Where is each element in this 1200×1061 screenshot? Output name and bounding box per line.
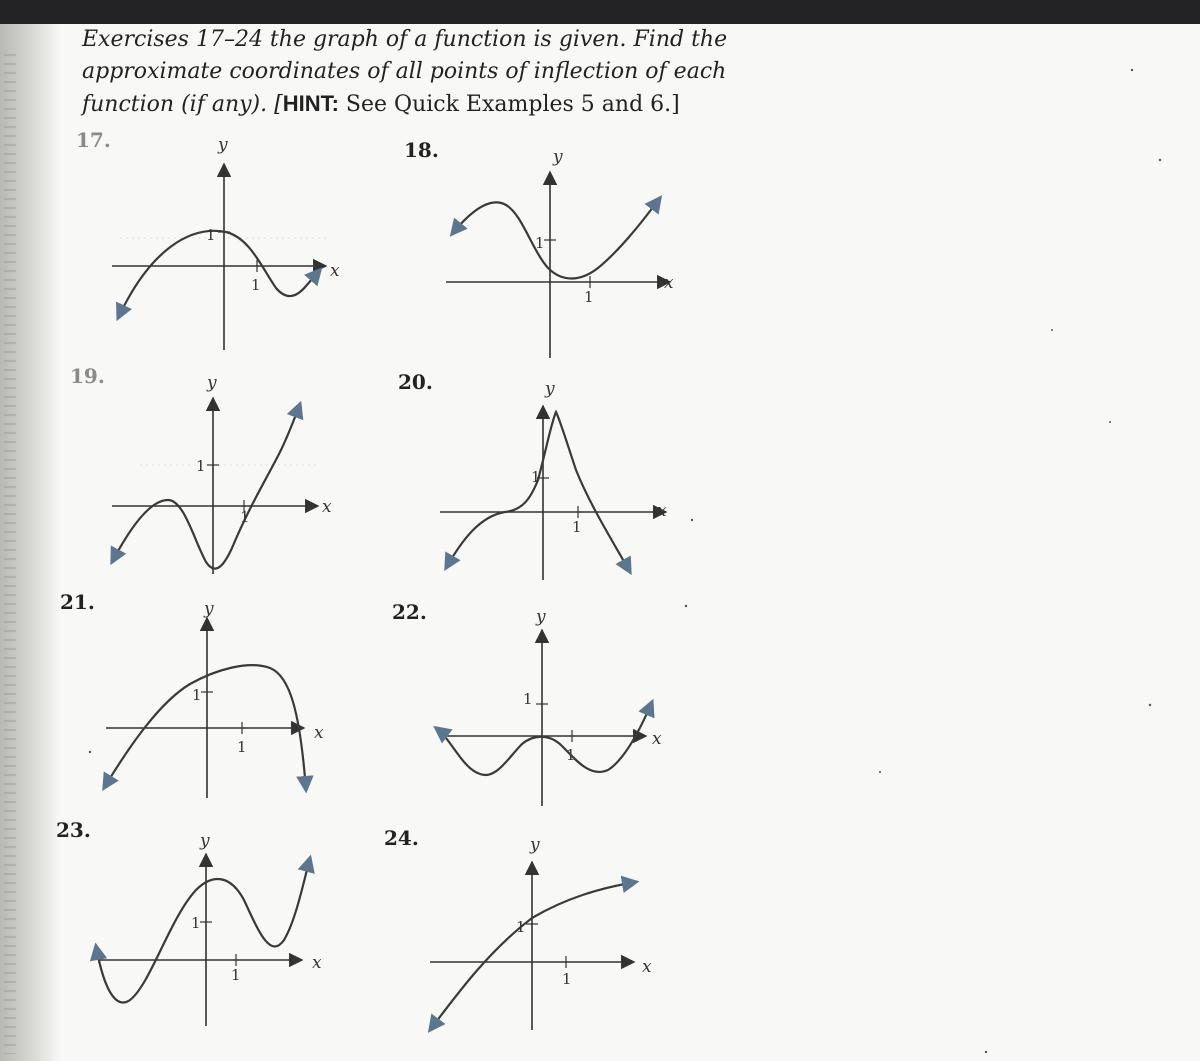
graph-23-y-label: y bbox=[200, 831, 210, 851]
speck bbox=[985, 1051, 987, 1053]
instructions-line-1: Exercises 17–24 the graph of a function is given. Find the bbox=[82, 27, 728, 52]
graph-23-x-label: x bbox=[312, 953, 322, 973]
speck bbox=[879, 771, 881, 773]
exercise-number-20: 20. bbox=[398, 370, 433, 394]
graph-22-x-label: x bbox=[652, 729, 662, 749]
speck bbox=[1109, 421, 1111, 423]
graph-22-y-tick-label: 1 bbox=[523, 690, 533, 708]
hint-label: HINT: bbox=[282, 91, 339, 116]
graph-17-x-label: x bbox=[330, 261, 340, 281]
speck bbox=[1159, 159, 1161, 161]
speck bbox=[685, 605, 687, 607]
speck bbox=[1149, 704, 1151, 706]
graph-19-x-label: x bbox=[322, 497, 332, 517]
graph-24 bbox=[430, 835, 652, 1030]
graph-19-x-tick-label: 1 bbox=[240, 508, 250, 526]
graph-19-curve bbox=[112, 404, 300, 569]
graph-18-curve bbox=[452, 198, 660, 279]
graph-22-curve bbox=[436, 702, 652, 775]
graph-21-y-label: y bbox=[204, 599, 214, 619]
graph-18-y-tick-label: 1 bbox=[535, 234, 545, 252]
graph-20 bbox=[440, 379, 667, 580]
instructions-line-2: approximate coordinates of all points of inflection of each bbox=[82, 59, 727, 84]
graph-18 bbox=[446, 147, 674, 358]
graph-19-y-tick-label: 1 bbox=[196, 457, 206, 475]
graph-24-y-tick-label: 1 bbox=[516, 918, 526, 936]
graph-23-y-tick-label: 1 bbox=[191, 914, 201, 932]
exercise-number-24: 24. bbox=[384, 826, 419, 850]
speck bbox=[1131, 69, 1133, 71]
graph-17 bbox=[112, 135, 340, 350]
graph-21-x-label: x bbox=[314, 723, 324, 743]
graph-17-x-tick-label: 1 bbox=[251, 276, 261, 294]
instructions-line-3-end: See Quick Examples 5 and 6.] bbox=[338, 92, 680, 117]
graph-23 bbox=[96, 831, 322, 1026]
speck bbox=[89, 751, 91, 753]
graph-23-x-tick-label: 1 bbox=[231, 966, 241, 984]
graph-20-curve bbox=[446, 412, 630, 572]
graph-22-y-label: y bbox=[536, 607, 546, 627]
exercise-number-18: 18. bbox=[404, 138, 439, 162]
exercise-number-21: 21. bbox=[60, 590, 95, 614]
exercise-number-19: 19. bbox=[70, 364, 105, 388]
graph-21-x-tick-label: 1 bbox=[237, 738, 247, 756]
graph-20-x-tick-label: 1 bbox=[572, 518, 582, 536]
speck bbox=[691, 519, 693, 521]
graph-20-y-label: y bbox=[545, 379, 555, 399]
graph-17-y-label: y bbox=[218, 135, 228, 155]
graph-18-x-label: x bbox=[664, 273, 674, 293]
exercise-number-23: 23. bbox=[56, 818, 91, 842]
graph-24-x-tick-label: 1 bbox=[562, 970, 572, 988]
speck bbox=[1051, 329, 1053, 331]
graph-24-y-label: y bbox=[530, 835, 540, 855]
graph-22 bbox=[436, 607, 662, 806]
graph-19-y-label: y bbox=[207, 373, 217, 393]
graph-24-curve bbox=[430, 882, 636, 1030]
graph-18-y-label: y bbox=[553, 147, 563, 167]
graph-21-y-tick-label: 1 bbox=[192, 686, 202, 704]
graph-19 bbox=[112, 373, 332, 574]
exercise-number-17: 17. bbox=[76, 128, 111, 152]
graph-18-x-tick-label: 1 bbox=[584, 288, 594, 306]
exercise-number-22: 22. bbox=[392, 600, 427, 624]
instructions-line-3-start: function (if any). [ bbox=[82, 92, 283, 117]
graph-24-x-label: x bbox=[642, 957, 652, 977]
graph-17-curve bbox=[118, 231, 320, 318]
graph-20-y-tick-label: 1 bbox=[531, 468, 541, 486]
graph-21 bbox=[104, 599, 324, 798]
graph-20-x-label: x bbox=[657, 501, 667, 521]
graph-22-x-tick-label: 1 bbox=[566, 746, 576, 764]
graph-23-curve bbox=[96, 858, 310, 1003]
graph-17-y-tick-label: 1 bbox=[206, 226, 216, 244]
